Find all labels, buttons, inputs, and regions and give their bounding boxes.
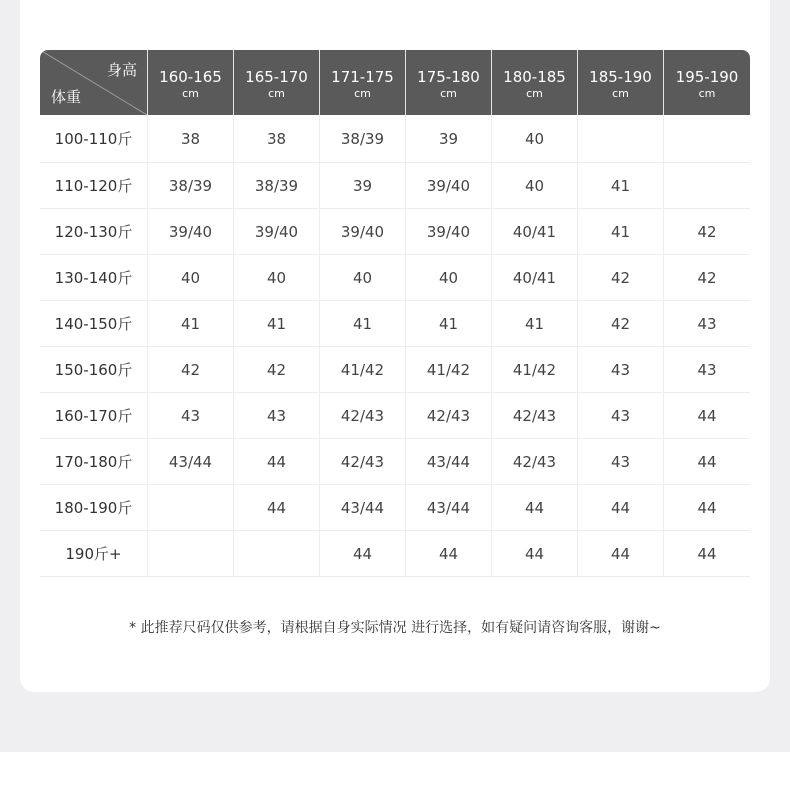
size-cell: 43/44 xyxy=(406,485,492,531)
weight-range-cell: 160-170斤 xyxy=(40,393,148,439)
size-cell: 43 xyxy=(578,393,664,439)
column-header-range: 171-175 xyxy=(331,67,394,86)
table-row xyxy=(40,255,750,301)
size-cell: 40/41 xyxy=(492,209,578,255)
column-header-range: 180-185 xyxy=(503,67,566,86)
size-cell: 41 xyxy=(234,301,320,347)
size-cell: 41 xyxy=(578,209,664,255)
weight-range-cell: 150-160斤 xyxy=(40,347,148,393)
size-cell: 39/40 xyxy=(148,209,234,255)
column-header-range: 185-190 xyxy=(589,67,652,86)
table-row xyxy=(40,347,750,393)
size-cell: 44 xyxy=(664,439,750,485)
height-axis-label: 身高 xyxy=(106,61,137,79)
size-cell xyxy=(148,531,234,577)
table-row xyxy=(40,439,750,485)
column-header-unit: cm xyxy=(612,86,629,100)
size-cell: 39/40 xyxy=(234,209,320,255)
size-cell: 43/44 xyxy=(320,485,406,531)
size-cell: 38 xyxy=(234,115,320,163)
size-cell: 43/44 xyxy=(148,439,234,485)
table-row xyxy=(40,115,750,163)
column-header-range: 195-190 xyxy=(675,67,739,86)
weight-range-cell: 170-180斤 xyxy=(40,439,148,485)
table-row xyxy=(40,163,750,209)
size-cell: 44 xyxy=(492,485,578,531)
weight-axis-label: 体重 xyxy=(51,88,82,106)
size-cell: 41 xyxy=(148,301,234,347)
column-header xyxy=(148,50,234,115)
size-cell: 38 xyxy=(148,115,234,163)
size-cell: 44 xyxy=(578,531,664,577)
size-cell: 40 xyxy=(406,255,492,301)
size-cell xyxy=(664,163,750,209)
size-cell: 44 xyxy=(664,393,750,439)
size-cell: 42/43 xyxy=(320,439,406,485)
size-cell: 41 xyxy=(406,301,492,347)
size-cell: 42 xyxy=(664,209,750,255)
column-header xyxy=(406,50,492,115)
size-cell: 43 xyxy=(148,393,234,439)
size-cell: 42/43 xyxy=(492,393,578,439)
size-cell: 41/42 xyxy=(320,347,406,393)
column-header-unit: cm xyxy=(698,86,716,100)
table-row xyxy=(40,531,750,577)
size-cell: 40 xyxy=(234,255,320,301)
column-header xyxy=(578,50,664,115)
table-row xyxy=(40,485,750,531)
size-cell xyxy=(148,485,234,531)
size-cell: 39/40 xyxy=(406,163,492,209)
corner-header-cell xyxy=(40,50,148,115)
column-header-unit: cm xyxy=(268,86,285,100)
size-cell: 42 xyxy=(578,255,664,301)
weight-range-cell: 190斤+ xyxy=(40,531,148,577)
size-cell xyxy=(578,115,664,163)
size-cell: 41 xyxy=(320,301,406,347)
column-header xyxy=(664,50,750,115)
size-cell: 41 xyxy=(578,163,664,209)
size-cell: 43 xyxy=(578,347,664,393)
header-row xyxy=(40,50,750,115)
size-cell: 39 xyxy=(320,163,406,209)
size-cell: 44 xyxy=(664,485,750,531)
column-header-range: 160-165 xyxy=(159,67,222,86)
size-cell: 41/42 xyxy=(406,347,492,393)
column-header-unit: cm xyxy=(354,86,371,100)
size-cell xyxy=(664,115,750,163)
weight-range-cell: 130-140斤 xyxy=(40,255,148,301)
weight-range-cell: 120-130斤 xyxy=(40,209,148,255)
column-header xyxy=(234,50,320,115)
size-cell: 44 xyxy=(234,439,320,485)
size-cell: 39/40 xyxy=(406,209,492,255)
column-header-range: 165-170 xyxy=(245,67,308,86)
size-cell: 44 xyxy=(320,531,406,577)
size-cell: 42/43 xyxy=(492,439,578,485)
weight-range-cell: 110-120斤 xyxy=(40,163,148,209)
size-cell: 41/42 xyxy=(492,347,578,393)
size-cell: 44 xyxy=(664,531,750,577)
column-header-unit: cm xyxy=(440,86,457,100)
table-row xyxy=(40,209,750,255)
size-cell: 44 xyxy=(578,485,664,531)
size-cell: 42/43 xyxy=(406,393,492,439)
size-cell: 38/39 xyxy=(148,163,234,209)
column-header xyxy=(492,50,578,115)
size-cell: 42 xyxy=(234,347,320,393)
size-cell: 38/39 xyxy=(320,115,406,163)
size-chart-table xyxy=(40,50,750,577)
size-cell: 44 xyxy=(406,531,492,577)
size-cell: 40 xyxy=(320,255,406,301)
size-cell: 39/40 xyxy=(320,209,406,255)
column-header-unit: cm xyxy=(526,86,543,100)
size-cell: 40/41 xyxy=(492,255,578,301)
column-header-unit: cm xyxy=(182,86,199,100)
size-cell: 42 xyxy=(578,301,664,347)
size-cell xyxy=(234,531,320,577)
size-cell: 40 xyxy=(492,115,578,163)
size-cell: 44 xyxy=(492,531,578,577)
weight-range-cell: 100-110斤 xyxy=(40,115,148,163)
size-cell: 44 xyxy=(234,485,320,531)
size-cell: 43 xyxy=(578,439,664,485)
size-cell: 43 xyxy=(664,347,750,393)
table-row xyxy=(40,301,750,347)
size-cell: 42/43 xyxy=(320,393,406,439)
column-header-range: 175-180 xyxy=(417,67,480,86)
size-cell: 38/39 xyxy=(234,163,320,209)
size-cell: 43/44 xyxy=(406,439,492,485)
size-cell: 39 xyxy=(406,115,492,163)
size-cell: 42 xyxy=(148,347,234,393)
column-header xyxy=(320,50,406,115)
weight-range-cell: 140-150斤 xyxy=(40,301,148,347)
table-row xyxy=(40,393,750,439)
size-cell: 43 xyxy=(664,301,750,347)
size-cell: 40 xyxy=(148,255,234,301)
size-disclaimer-note: * 此推荐尺码仅供参考，请根据自身实际情况 进行选择，如有疑问请咨询客服，谢谢~ xyxy=(129,620,661,636)
size-cell: 43 xyxy=(234,393,320,439)
size-cell: 40 xyxy=(492,163,578,209)
weight-range-cell: 180-190斤 xyxy=(40,485,148,531)
size-cell: 41 xyxy=(492,301,578,347)
size-cell: 42 xyxy=(664,255,750,301)
